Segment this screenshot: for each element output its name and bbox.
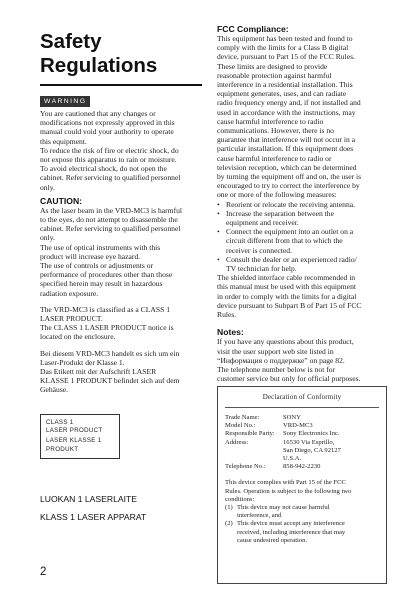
- left-column: [40, 30, 202, 395]
- bullet-icon: •: [217, 208, 220, 218]
- list-item: • Reorient or relocate the receiving antenna.: [217, 199, 356, 209]
- shielded-cable-text: The shielded interface cable recommended in this manual must be used with this equipment in order to comply with the limits for a digital device pursuant to Subpart B of Part 15 of FCC Rules.: [217, 273, 362, 320]
- label-line-4: PRODUKT: [46, 445, 79, 453]
- finnish-line: LUOKAN 1 LASERLAITE: [40, 494, 137, 504]
- declaration-row: Responsible Party: Sony Electronics Inc.: [225, 430, 340, 438]
- conditions-list: [225, 504, 379, 545]
- swedish-line: KLASS 1 LASER APPARAT: [40, 512, 147, 522]
- declaration-row: Address: 16530 Via Esprillo, San Diego, CA 92127 U.S.A.: [225, 438, 341, 463]
- caution-heading: CAUTION:: [40, 195, 83, 206]
- right-column: [217, 24, 387, 383]
- caution-text: As the laser beam in the VRD-MC3 is harmful to the eyes, do not attempt to disassemble the cabinet. Refer servicing to qualified personnel only. The use of optical instruments with this product will increase eye hazard. The use of controls or adjustments or performance of procedures other than those specified herein may result in hazardous radiation exposure.: [40, 205, 183, 298]
- page-title-line-1: Safety: [40, 30, 102, 53]
- declaration-title: Declaration of Conformity: [262, 394, 342, 401]
- bullet-icon: •: [217, 227, 220, 237]
- warning-badge: WARNING: [40, 96, 90, 107]
- notes-text: If you have any questions about this product, visit the user support web site listed in “Информация о поддержке” on page 82. The telephone number below is not for customer service but only for official purposes.: [217, 337, 361, 384]
- german-laser-text: Bei diesem VRD-MC3 handelt es sich um ein Laser-Produkt der Klasse 1. Das Etikett mit der Aufschrift LASER KLASSE 1 PRODUKT befindet sich auf dem Gehäuse.: [40, 348, 180, 395]
- list-item: • Connect the equipment into an outlet on a circuit different from that to which the receiver is connected.: [217, 227, 354, 255]
- declaration-rule: [225, 407, 379, 408]
- laser-class-text: The VRD-MC3 is classified as a CLASS 1 LASER PRODUCT. The CLASS 1 LASER PRODUCT notice is located on the enclosure.: [40, 304, 174, 342]
- bullet-icon: •: [217, 254, 220, 264]
- fcc-heading: FCC Compliance:: [217, 24, 289, 34]
- laser-class-label: [40, 414, 120, 459]
- list-item: (1) This device may not cause harmful interference, and: [225, 504, 330, 520]
- declaration-of-conformity: [217, 386, 387, 584]
- list-item: • Consult the dealer or an experienced radio/ TV technician for help.: [217, 254, 357, 274]
- declaration-body: This device complies with Part 15 of the FCC Rules. Operation is subject to the following two conditions:: [225, 479, 352, 503]
- fcc-measures-list: [217, 200, 387, 274]
- declaration-row: Trade Name: SONY: [225, 414, 301, 421]
- bullet-icon: •: [217, 199, 220, 209]
- fcc-text: This equipment has been tested and found to comply with the limits for a Class B digital device, pursuant to Part 15 of the FCC Rules. These limits are designed to provide reasonable protection against harmful interference in a residential installation. This equipment generates, uses, and can radiate radio frequency energy and, if not installed and used in accordance with the instructions, may cause harmful interference to radio communications. However, there is no guarantee that interference will not occur in a particular installation. If this equipment does cause harmful interference to radio or television reception, which can be determined by turning the equipment off and on, the user is encouraged to try to correct the interference by one or more of the following measures:: [217, 34, 362, 200]
- notes-heading: Notes:: [217, 327, 244, 338]
- label-line-1: CLASS 1: [46, 419, 74, 426]
- page-number: 2: [40, 566, 47, 578]
- title-rule: [40, 84, 202, 86]
- warning-text: You are cautioned that any changes or modifications not expressly approved in this manual could void your authority to operate this equipment. To reduce the risk of fire or electric shock, do not expose this apparatus to rain or moisture. To avoid electrical shock, do not open the cabinet. Refer servicing to qualified personnel only.: [40, 109, 181, 192]
- finnish-swedish-notice: [40, 494, 202, 530]
- label-line-3: LASER KLASSE 1: [46, 437, 102, 445]
- page-title-line-2: Regulations: [40, 54, 158, 77]
- declaration-row: Model No.: VRD-MC3: [225, 422, 313, 430]
- label-line-2: LASER PRODUCT: [46, 427, 103, 435]
- list-item: (2) This device must accept any interference received, including interference that may cause undesired operation.: [225, 520, 346, 544]
- list-item: • Increase the separation between the equipment and receiver.: [217, 208, 334, 228]
- declaration-row: Telephone No.: 858-942-2230: [225, 463, 321, 471]
